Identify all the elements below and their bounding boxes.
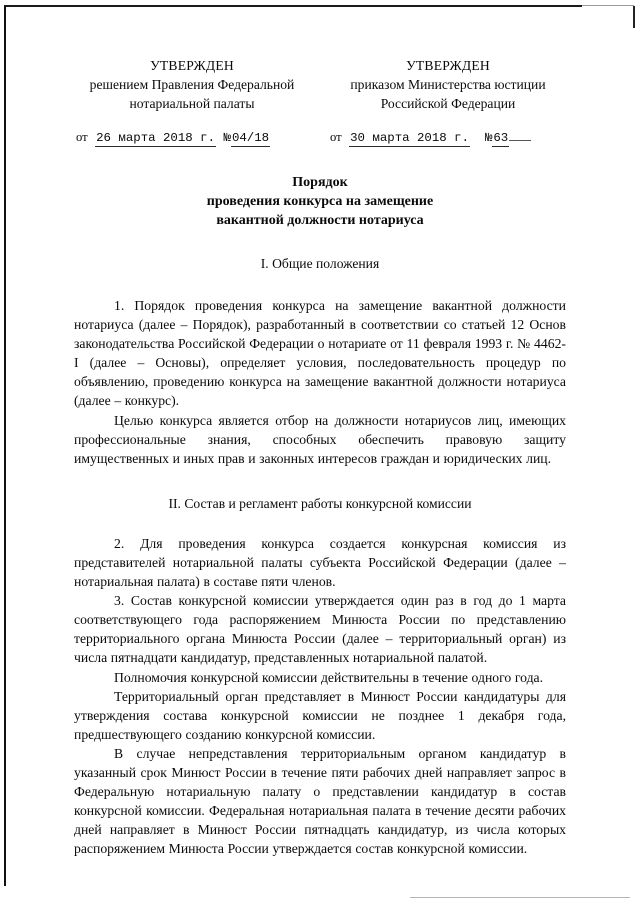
paragraph-3: 3. Состав конкурсной комиссии утверждается один раз в год до 1 марта соответствующего года распоряжением Минюста России по представлению территориального органа Минюста России (далее – территориальный орган) из числа пятнадцати кандидатур, представленных нотариальной палатой. [74, 593, 566, 666]
date-value-right: 30 марта 2018 г. [350, 131, 470, 145]
document-content [74, 0, 566, 858]
date-prefix-right: от [330, 130, 342, 144]
page-title-line-2: проведения конкурса на замещение [206, 194, 434, 209]
approval-block-ministry-of-justice [330, 56, 566, 113]
paragraph-1: 1. Порядок проведения конкурса на замещение вакантной должности нотариуса (далее – Порядок), разработанный в соответствии со статьей 12 Основ законодательства Российской Федерации о нотариате от 11 февраля 1993 г. № 4462-I (далее – Основы), определяет условия, последовательность процедур по объявлению, проведению конкурса на замещение вакантной должности нотариуса (далее – конкурс). [74, 298, 566, 409]
page-title-line-1: Порядок [292, 175, 348, 190]
paragraph-territorial-body: Территориальный орган представляет в Минюст России кандидатуры для утверждения состава конкурсной комиссии не позднее 1 декабря года, предшествующего созданию конкурсной комиссии. [74, 688, 566, 742]
page-edge-right [633, 6, 635, 28]
approval-date-row [74, 130, 566, 147]
number-label-left: № [223, 131, 231, 145]
approval-line-left-1: решением Правления Федеральной [89, 77, 295, 92]
approval-block-federal-chamber [74, 56, 310, 113]
page-title-line-3: вакантной должности нотариуса [216, 213, 424, 228]
approval-date-left [74, 130, 312, 147]
date-value-left: 26 марта 2018 г. [96, 131, 216, 145]
date-prefix-left: от [76, 130, 88, 144]
number-label-right: № [484, 131, 493, 145]
approval-blocks [74, 0, 566, 113]
page-edge-bottom [410, 897, 630, 898]
approval-line-left-2: нотариальной палаты [129, 96, 255, 111]
approval-date-right [316, 130, 566, 147]
number-blank-right [509, 140, 531, 141]
page-edge-left [4, 6, 6, 886]
number-value-left: 04/18 [231, 131, 270, 145]
approval-title-left: УТВЕРЖДЕН [150, 58, 234, 73]
paragraph-commission-powers: Полномочия конкурсной комиссии действительны в течение одного года. [114, 669, 544, 685]
paragraph-purpose: Целью конкурса является отбор на должности нотариусов лиц, имеющих профессиональные знания, способных обеспечить правовую защиту имущественных и иных прав и законных интересов граждан и юридических лиц. [74, 412, 566, 466]
approval-title-right: УТВЕРЖДЕН [406, 58, 490, 73]
approval-line-right-1: приказом Министерства юстиции [350, 77, 546, 92]
paragraph-2: 2. Для проведения конкурса создается конкурсная комиссия из представителей нотариальной палаты субъекта Российской Федерации (далее – нотариальная палата) в составе пяти членов. [74, 535, 566, 590]
approval-line-right-2: Российской Федерации [380, 96, 516, 111]
page-edge-top-faint [582, 5, 634, 6]
paragraph-non-submission: В случае непредставления территориальным органом кандидатур в указанный срок Минюст России в течение пяти рабочих дней направляет запрос в Федеральную нотариальную палату о представлении кандидатур в состав конкурсной комиссии. Федеральная нотариальная палата в течение десяти рабочих дней направляет в Минюст России пятнадцать кандидатур, из числа которых распоряжением Минюста России утверждается состав конкурсной комиссии. [74, 745, 566, 857]
page-title [74, 173, 566, 230]
section-heading-general-provisions: I. Общие положения [260, 256, 380, 271]
section-heading-commission-composition: II. Состав и регламент работы конкурсной комиссии [168, 495, 472, 511]
number-value-right: 63 [493, 131, 509, 145]
